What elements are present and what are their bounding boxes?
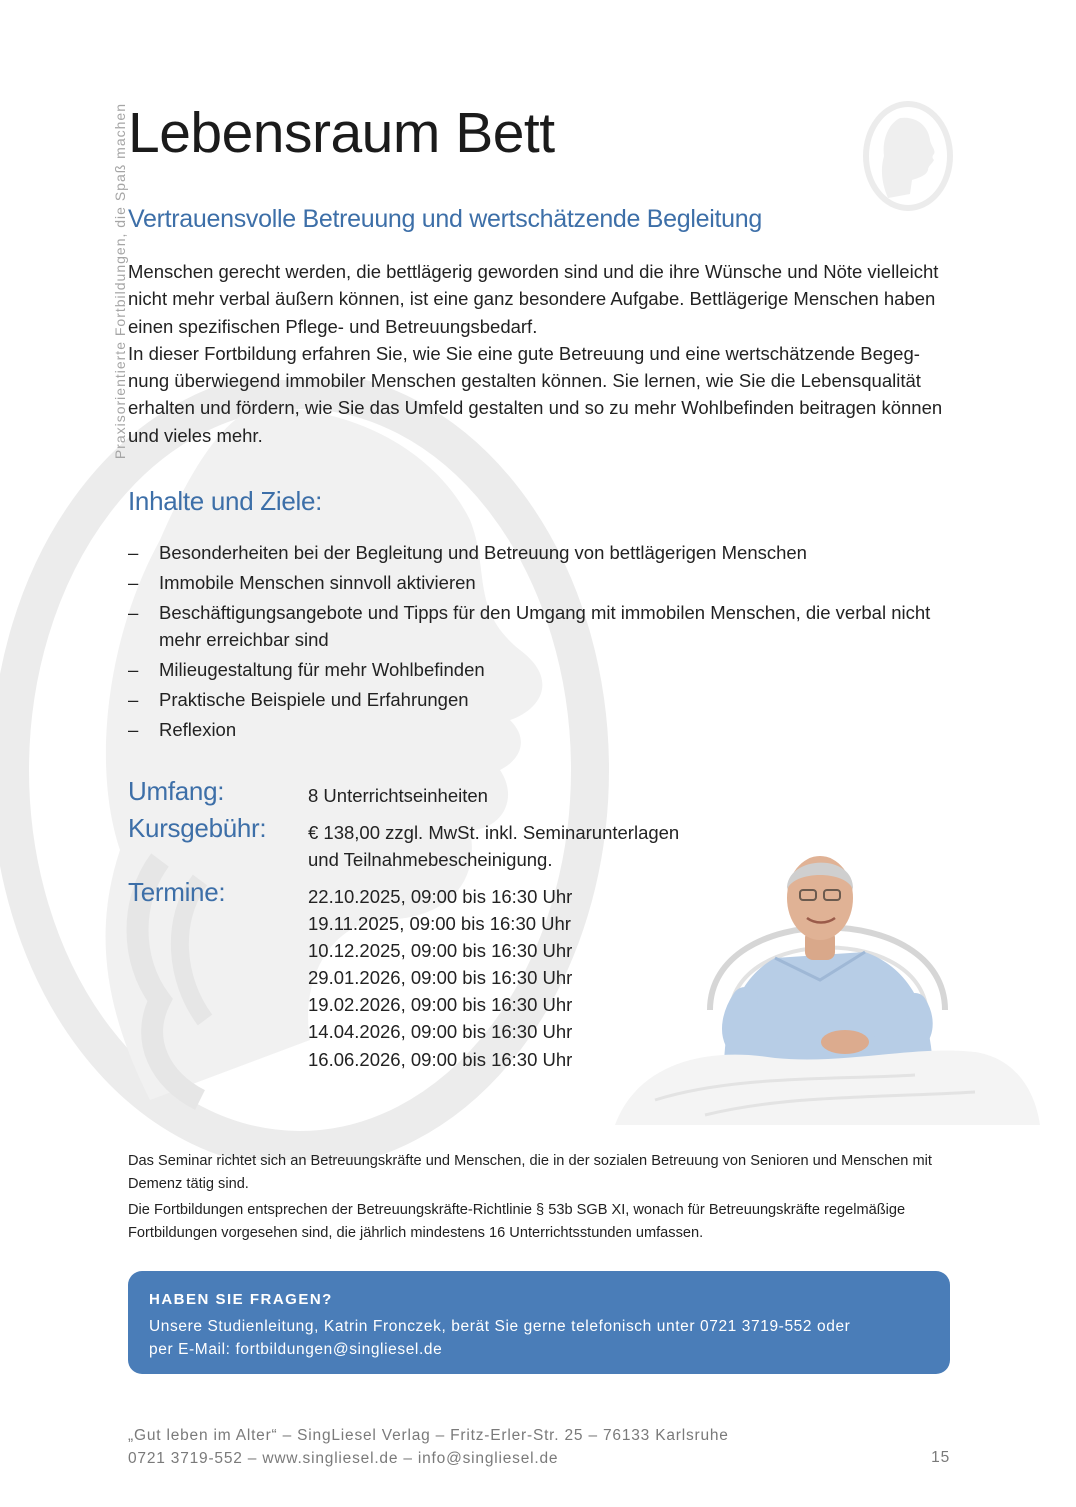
list-item	[128, 599, 958, 654]
scope-label: Umfang:	[128, 776, 225, 806]
dash-bullet: –	[128, 689, 139, 711]
contact-title: HABEN SIE FRAGEN?	[149, 1291, 333, 1308]
intro-text	[128, 258, 958, 449]
date-item: 29.01.2026, 09:00 bis 16:30 Uhr	[308, 967, 573, 989]
dash-bullet: –	[128, 719, 139, 741]
contact-text	[149, 1316, 939, 1361]
contact-line: per E-Mail: fortbildungen@singliesel.de	[149, 1340, 443, 1358]
list-item-text: Beschäftigungsangebote und Tipps für den Umgang mit immobilen Menschen, die verbal nicht mehr erreichbar sind	[159, 601, 931, 651]
list-item-text: Milieugestaltung für mehr Wohlbefinden	[159, 659, 485, 681]
dates-label: Termine:	[128, 877, 226, 907]
list-item-text: Besonderheiten bei der Begleitung und Betreuung von bettlägerigen Menschen	[159, 542, 807, 563]
contact-box	[128, 1271, 950, 1374]
dash-bullet: –	[128, 571, 139, 593]
fee-label: Kursgebühr:	[128, 813, 267, 843]
list-item	[128, 539, 958, 566]
intro-paragraph: In dieser Fortbildung erfahren Sie, wie Sie eine gute Betreuung und eine wertschätzende Begeg-nung überwiegend immobiler Menschen gestalten können. Sie lernen, wie Sie die Lebensqualität erhalten und fördern, wie Sie das Umfeld gestalten und so zu mehr Wohlbefinden beitragen können und vieles mehr.	[128, 342, 943, 446]
list-item-text: Reflexion	[159, 719, 237, 741]
dates-list	[308, 883, 572, 1073]
page-number: 15	[931, 1449, 950, 1466]
note-paragraph: Die Fortbildungen entsprechen der Betreuungskräfte-Richtlinie § 53b SGB XI, wonach für Betreuungskräfte regelmäßige Fortbildungen vorgesehen sind, die jährlich mindestens 16 Unterrichtsstunden umfassen.	[128, 1202, 906, 1241]
date-item: 22.10.2025, 09:00 bis 16:30 Uhr	[308, 886, 573, 907]
footer-line: „Gut leben im Alter“ – SingLiesel Verlag – Fritz-Erler-Str. 25 – 76133 Karlsruhe	[128, 1427, 729, 1444]
senior-in-bed-image	[615, 830, 1040, 1125]
dash-bullet: –	[128, 542, 139, 563]
list-item-text: Praktische Beispiele und Erfahrungen	[159, 689, 469, 711]
page-footer	[128, 1425, 950, 1470]
date-item: 19.11.2025, 09:00 bis 16:30 Uhr	[308, 913, 571, 935]
notes-text	[128, 1150, 958, 1248]
contact-line: Unsere Studienleitung, Katrin Fronczek, berät Sie gerne telefonisch unter 0721 3719-552 oder	[149, 1318, 851, 1335]
fee-line: € 138,00 zzgl. MwSt. inkl. Seminarunterlagen	[308, 822, 680, 843]
date-item: 14.04.2026, 09:00 bis 16:30 Uhr	[308, 1021, 573, 1043]
goals-heading: Inhalte und Ziele:	[128, 486, 323, 516]
intro-paragraph: Menschen gerecht werden, die bettlägerig geworden sind und die ihre Wünsche und Nöte vielleicht nicht mehr verbal äußern können, ist eine ganz besondere Aufgabe. Bettlägerige Menschen haben einen spezifischen Pflege- und Betreuungsbedarf.	[128, 261, 939, 337]
dash-bullet: –	[128, 659, 139, 681]
page-title: Lebensraum Bett	[128, 101, 555, 165]
scope-value: 8 Unterrichtseinheiten	[308, 785, 488, 806]
list-item-text: Immobile Menschen sinnvoll aktivieren	[159, 571, 476, 593]
list-item	[128, 656, 958, 683]
list-item	[128, 716, 958, 743]
dash-bullet: –	[128, 601, 139, 623]
fee-line: und Teilnahmebescheinigung.	[308, 849, 553, 871]
date-item: 10.12.2025, 09:00 bis 16:30 Uhr	[308, 940, 573, 962]
list-item	[128, 686, 958, 713]
list-item	[128, 569, 958, 596]
note-paragraph: Das Seminar richtet sich an Betreuungskräfte und Menschen, die in der sozialen Betreuung von Senioren und Menschen mit Demenz tätig sind.	[128, 1153, 932, 1192]
side-tagline: Praxisorientierte Fortbildungen, die Spaß machen	[112, 103, 128, 460]
page-subtitle: Vertrauensvolle Betreuung und wertschätzende Begleitung	[128, 205, 762, 233]
footer-line: 0721 3719-552 – www.singliesel.de – info@singliesel.de	[128, 1449, 559, 1467]
date-item: 19.02.2026, 09:00 bis 16:30 Uhr	[308, 994, 573, 1016]
date-item: 16.06.2026, 09:00 bis 16:30 Uhr	[308, 1048, 573, 1070]
goals-list	[128, 539, 958, 746]
